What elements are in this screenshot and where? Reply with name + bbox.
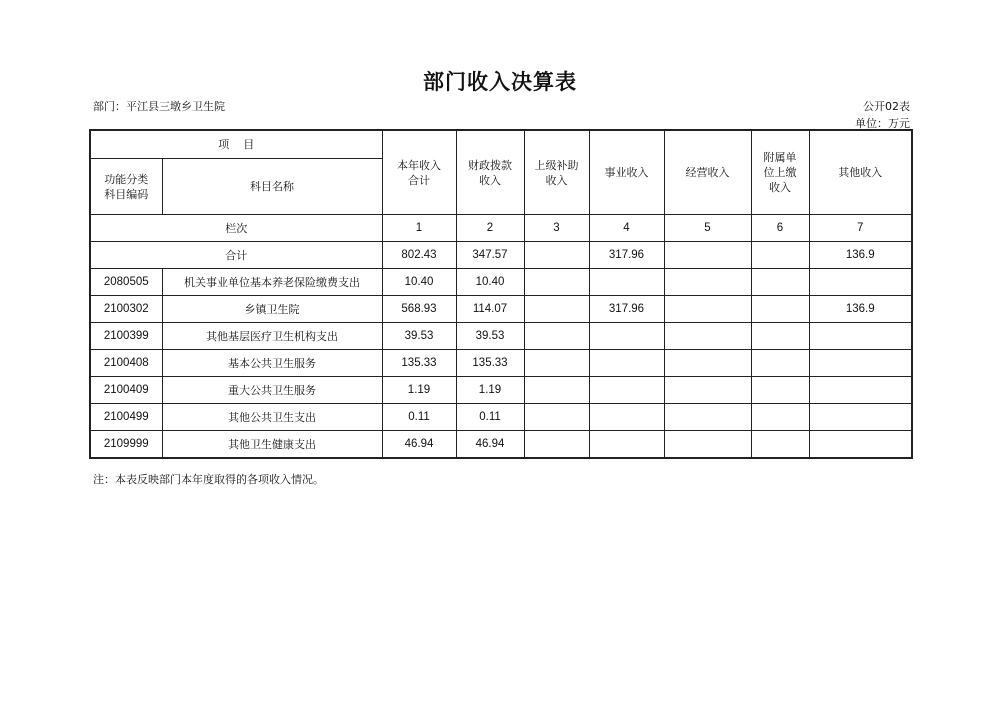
table-row xyxy=(90,377,912,404)
header-col-2: 财政拨款 收入 xyxy=(456,130,524,215)
row-value-col-5 xyxy=(664,404,751,431)
row-value-col-2: 0.11 xyxy=(456,404,524,431)
department-label: 部门：平江县三墩乡卫生院 xyxy=(93,100,225,113)
table-row xyxy=(90,431,912,459)
row-value-col-7 xyxy=(809,350,912,377)
total-col-7: 136.9 xyxy=(809,242,912,269)
row-value-col-4 xyxy=(589,323,664,350)
row-value-col-6 xyxy=(751,269,809,296)
row-value-col-7: 136.9 xyxy=(809,296,912,323)
row-value-col-2: 10.40 xyxy=(456,269,524,296)
row-value-col-1: 39.53 xyxy=(382,323,456,350)
unit-label: 单位：万元 xyxy=(855,117,910,130)
header-col-1: 本年收入 合计 xyxy=(382,130,456,215)
row-value-col-4 xyxy=(589,377,664,404)
column-index-col-2: 2 xyxy=(456,215,524,242)
column-index-col-1: 1 xyxy=(382,215,456,242)
form-code-label: 公开02表 xyxy=(863,100,910,113)
row-value-col-3 xyxy=(524,269,589,296)
row-value-col-7 xyxy=(809,323,912,350)
subject-code: 2100302 xyxy=(90,296,162,323)
subject-code: 2080505 xyxy=(90,269,162,296)
row-value-col-6 xyxy=(751,431,809,459)
column-index-col-4: 4 xyxy=(589,215,664,242)
row-value-col-4 xyxy=(589,404,664,431)
row-value-col-5 xyxy=(664,431,751,459)
row-value-col-4: 317.96 xyxy=(589,296,664,323)
header-func-code: 功能分类 科目编码 xyxy=(90,159,162,215)
total-col-2: 347.57 xyxy=(456,242,524,269)
row-value-col-1: 10.40 xyxy=(382,269,456,296)
row-value-col-3 xyxy=(524,296,589,323)
subject-name: 基本公共卫生服务 xyxy=(162,350,382,377)
row-value-col-1: 135.33 xyxy=(382,350,456,377)
row-value-col-7 xyxy=(809,431,912,459)
row-value-col-4 xyxy=(589,269,664,296)
table-row xyxy=(90,296,912,323)
row-value-col-2: 135.33 xyxy=(456,350,524,377)
row-value-col-5 xyxy=(664,296,751,323)
header-col-5: 经营收入 xyxy=(664,130,751,215)
table-row xyxy=(90,323,912,350)
row-value-col-1: 568.93 xyxy=(382,296,456,323)
header-col-4: 事业收入 xyxy=(589,130,664,215)
total-col-5 xyxy=(664,242,751,269)
total-col-4: 317.96 xyxy=(589,242,664,269)
table-row xyxy=(90,350,912,377)
subject-name: 重大公共卫生服务 xyxy=(162,377,382,404)
row-value-col-4 xyxy=(589,431,664,459)
row-value-col-6 xyxy=(751,377,809,404)
row-value-col-3 xyxy=(524,350,589,377)
subject-name: 乡镇卫生院 xyxy=(162,296,382,323)
subject-code: 2100408 xyxy=(90,350,162,377)
row-value-col-2: 114.07 xyxy=(456,296,524,323)
row-value-col-5 xyxy=(664,350,751,377)
subject-name: 机关事业单位基本养老保险缴费支出 xyxy=(162,269,382,296)
total-col-1: 802.43 xyxy=(382,242,456,269)
income-table xyxy=(89,129,913,459)
row-value-col-2: 1.19 xyxy=(456,377,524,404)
total-label: 合计 xyxy=(90,242,382,269)
footnote: 注：本表反映部门本年度取得的各项收入情况。 xyxy=(93,473,324,486)
total-col-3 xyxy=(524,242,589,269)
header-col-6: 附属单 位上缴 收入 xyxy=(751,130,809,215)
row-value-col-5 xyxy=(664,269,751,296)
subject-name: 其他卫生健康支出 xyxy=(162,431,382,459)
table-row xyxy=(90,404,912,431)
subject-code: 2100409 xyxy=(90,377,162,404)
row-value-col-7 xyxy=(809,404,912,431)
row-value-col-2: 46.94 xyxy=(456,431,524,459)
row-value-col-3 xyxy=(524,431,589,459)
table-row xyxy=(90,269,912,296)
row-value-col-3 xyxy=(524,323,589,350)
subject-name: 其他基层医疗卫生机构支出 xyxy=(162,323,382,350)
total-col-6 xyxy=(751,242,809,269)
column-index-col-6: 6 xyxy=(751,215,809,242)
row-value-col-2: 39.53 xyxy=(456,323,524,350)
row-value-col-6 xyxy=(751,296,809,323)
subject-code: 2100499 xyxy=(90,404,162,431)
row-value-col-7 xyxy=(809,377,912,404)
header-item: 项 目 xyxy=(90,130,382,159)
subject-name: 其他公共卫生支出 xyxy=(162,404,382,431)
row-value-col-4 xyxy=(589,350,664,377)
row-value-col-6 xyxy=(751,323,809,350)
row-value-col-6 xyxy=(751,404,809,431)
row-value-col-1: 46.94 xyxy=(382,431,456,459)
row-value-col-5 xyxy=(664,377,751,404)
row-value-col-1: 1.19 xyxy=(382,377,456,404)
header-col-3: 上级补助 收入 xyxy=(524,130,589,215)
row-value-col-6 xyxy=(751,350,809,377)
page-title: 部门收入决算表 xyxy=(423,70,577,94)
row-value-col-7 xyxy=(809,269,912,296)
column-index-col-3: 3 xyxy=(524,215,589,242)
subject-code: 2109999 xyxy=(90,431,162,459)
header-col-7: 其他收入 xyxy=(809,130,912,215)
row-value-col-1: 0.11 xyxy=(382,404,456,431)
row-value-col-3 xyxy=(524,404,589,431)
column-index-col-7: 7 xyxy=(809,215,912,242)
column-index-col-5: 5 xyxy=(664,215,751,242)
subject-code: 2100399 xyxy=(90,323,162,350)
row-value-col-3 xyxy=(524,377,589,404)
column-index-label: 栏次 xyxy=(90,215,382,242)
row-value-col-5 xyxy=(664,323,751,350)
header-subject-name: 科目名称 xyxy=(162,159,382,215)
